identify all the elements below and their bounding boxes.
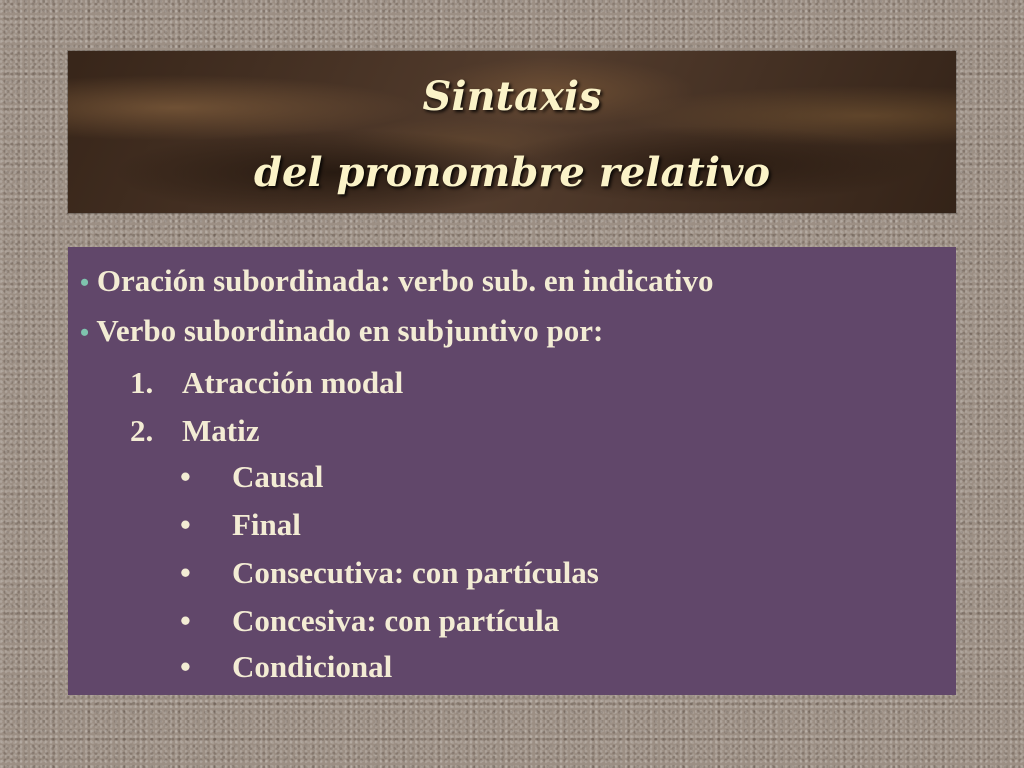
numbered-item-label: Atracción modal <box>182 365 404 400</box>
sub-item-label: Concesiva <box>232 603 367 638</box>
title-banner <box>68 51 956 213</box>
sub-bullet-icon: • <box>180 507 191 542</box>
item-number: 1. <box>130 365 154 400</box>
numbered-item-matiz <box>130 415 259 446</box>
sub-item-label: Final <box>232 507 301 542</box>
bullet-item-label: Verbo subordinado en subjuntivo por: <box>96 313 604 348</box>
slide-title-line-1: Sintaxis <box>422 73 602 120</box>
sub-item-causal <box>180 461 323 492</box>
bullet-icon: • <box>80 268 90 297</box>
sub-item-note: : con partícula <box>366 603 560 638</box>
bullet-item-label: Oración subordinada: verbo sub. en indicativo <box>96 263 714 298</box>
sub-bullet-icon: • <box>180 603 191 638</box>
sub-item-label: Causal <box>232 459 324 494</box>
sub-bullet-icon: • <box>180 649 191 684</box>
sub-item-label: Consecutiva <box>232 555 394 590</box>
sub-item-concesiva <box>180 605 559 636</box>
sub-item-final <box>180 509 301 540</box>
sub-item-note: : con partículas <box>393 555 599 590</box>
slide-title-line-2: del pronombre relativo <box>254 149 770 196</box>
sub-bullet-icon: • <box>180 555 191 590</box>
sub-item-label: Condicional <box>232 649 393 684</box>
numbered-item-label: Matiz <box>182 413 260 448</box>
bullet-item-subjuntivo <box>80 315 603 346</box>
bullet-icon: • <box>80 318 90 347</box>
sub-bullet-icon: • <box>180 459 191 494</box>
content-box <box>68 247 956 695</box>
bullet-item-indicativo <box>80 265 714 296</box>
item-number: 2. <box>130 413 154 448</box>
sub-item-condicional <box>180 651 392 682</box>
sub-item-consecutiva <box>180 557 599 588</box>
numbered-item-atraccion <box>130 367 403 398</box>
